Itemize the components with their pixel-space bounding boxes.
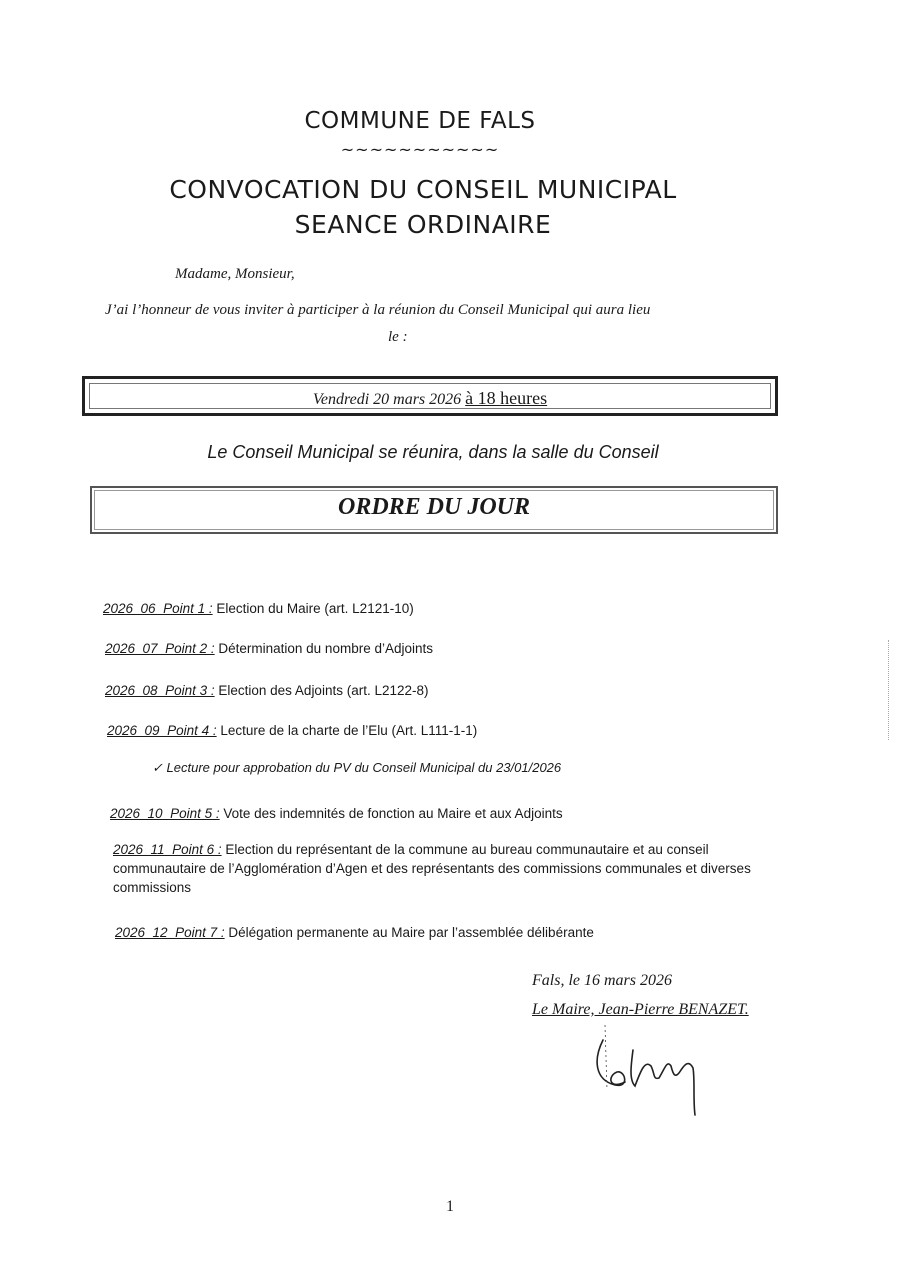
agenda-item bbox=[105, 682, 429, 700]
agenda-item-code: 2026_09_Point 4 : bbox=[107, 723, 217, 738]
invitation-text: J’ai l’honneur de vous inviter à participer à la réunion du Conseil Municipal qui aura lieu bbox=[105, 302, 651, 318]
title-separator: ~~~~~~~~~~~ bbox=[340, 140, 500, 159]
agenda-item-code: 2026_06_Point 1 : bbox=[103, 601, 213, 616]
agenda-item-text: Délégation permanente au Maire par l’assemblée délibérante bbox=[228, 925, 594, 940]
agenda-title: ORDRE DU JOUR bbox=[337, 494, 531, 520]
handwritten-signature bbox=[585, 1020, 725, 1120]
agenda-item bbox=[115, 924, 594, 942]
agenda-sub-item-text: Lecture pour approbation du PV du Conseil Municipal du 23/01/2026 bbox=[166, 760, 562, 775]
meeting-date: Vendredi 20 mars 2026 bbox=[312, 391, 462, 408]
greeting: Madame, Monsieur, bbox=[175, 266, 295, 282]
agenda-item bbox=[103, 600, 414, 618]
agenda-item-text: Election du Maire (art. L2121-10) bbox=[216, 601, 414, 616]
document-title: CONVOCATION DU CONSEIL MUNICIPAL bbox=[169, 175, 677, 204]
agenda-item-text: Election des Adjoints (art. L2122-8) bbox=[218, 683, 429, 698]
signature-signer: Le Maire, Jean-Pierre BENAZET. bbox=[532, 1001, 749, 1018]
agenda-item-code: 2026_12_Point 7 : bbox=[115, 925, 225, 940]
agenda-item-text: Lecture de la charte de l’Elu (Art. L111-1-1) bbox=[220, 723, 478, 738]
check-icon: ✓ bbox=[152, 760, 163, 775]
meeting-datetime bbox=[82, 388, 778, 409]
agenda-item bbox=[110, 805, 563, 823]
agenda-item-code: 2026_10_Point 5 : bbox=[110, 806, 220, 821]
meeting-time: à 18 heures bbox=[465, 388, 548, 408]
document-subtitle: SEANCE ORDINAIRE bbox=[294, 210, 552, 239]
agenda-item-code: 2026_07_Point 2 : bbox=[105, 641, 215, 656]
invitation-text-end: le : bbox=[388, 329, 408, 345]
agenda-item bbox=[107, 722, 477, 740]
commune-name: COMMUNE DE FALS bbox=[304, 108, 536, 134]
meeting-location: Le Conseil Municipal se réunira, dans la salle du Conseil bbox=[207, 442, 659, 462]
agenda-item bbox=[113, 840, 783, 897]
scan-edge-marks bbox=[888, 640, 891, 740]
agenda-item-text: Election du représentant de la commune au bureau communautaire et au conseil communautaire de l’Agglomération d’Agen et des représentants des commissions communales et diverses commissions bbox=[113, 842, 751, 895]
agenda-item bbox=[105, 640, 433, 658]
signature-place-date: Fals, le 16 mars 2026 bbox=[532, 972, 672, 989]
page-number: 1 bbox=[446, 1198, 454, 1215]
agenda-item-text: Détermination du nombre d’Adjoints bbox=[218, 641, 433, 656]
agenda-sub-item bbox=[152, 760, 561, 776]
agenda-item-code: 2026_11_Point 6 : bbox=[113, 842, 222, 857]
agenda-item-text: Vote des indemnités de fonction au Maire et aux Adjoints bbox=[223, 806, 563, 821]
agenda-item-code: 2026_08_Point 3 : bbox=[105, 683, 215, 698]
